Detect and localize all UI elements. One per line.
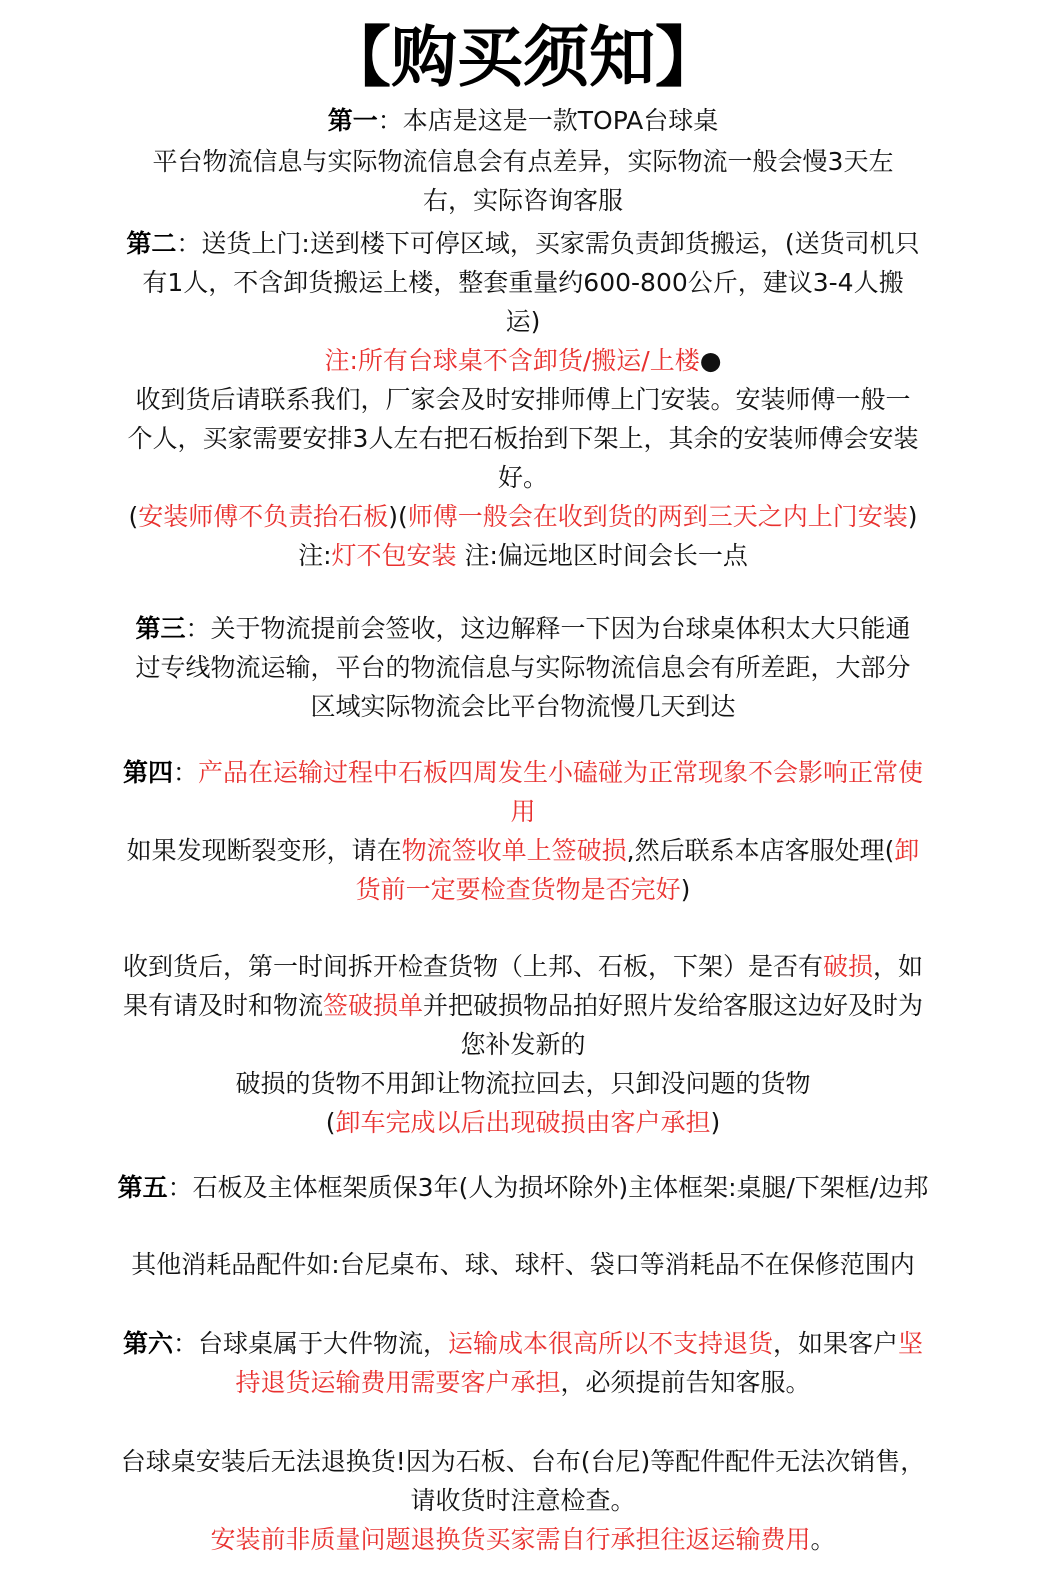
section-5-label: 第五 — [117, 1173, 168, 1202]
section-1-text-2: 平台物流信息与实际物流信息会有点差异，实际物流一般会慢3天左 — [152, 147, 894, 176]
section-4-text-3b: ,然后联系本店客服处理( — [626, 836, 895, 865]
check-text-3: 您补发新的 — [460, 1030, 586, 1059]
section-4-line-3 — [0, 832, 1046, 870]
section-6-text-1a: 台球桌属于大件物流， — [197, 1329, 448, 1358]
section-2-red-a: 安装师傅不负责抬石板 — [138, 502, 389, 531]
section-3-text-3: 区域实际物流会比平台物流慢几天到达 — [310, 692, 736, 721]
section-4-red-2: 用 — [510, 797, 536, 826]
check-line-2 — [0, 987, 1046, 1025]
section-1-text-1: 本店是这是一款TOPA台球桌 — [402, 106, 719, 135]
section-5-text-1: 石板及主体框架质保3年(人为损坏除外)主体框架:桌腿/下架框/边邦 — [192, 1173, 929, 1202]
section-2-install-text-2: 个人，买家需要安排3人左右把石板抬到下架上，其余的安装师傅会安装 — [127, 424, 919, 453]
section-2-text-1: 送货上门:送到楼下可停区域，买家需负责卸货搬运，(送货司机只 — [201, 229, 920, 258]
check-text-2b: 并把破损物品拍好照片发给客服这边好及时为 — [423, 991, 924, 1020]
section-2-note — [0, 342, 1046, 380]
bullet-dot-icon: ● — [699, 346, 722, 375]
section-2-note-red: 注:所有台球桌不含卸货/搬运/上楼 — [324, 346, 700, 375]
section-5-text-2: 其他消耗品配件如:台尼桌布、球、球杆、袋口等消耗品不在保修范围内 — [131, 1250, 915, 1279]
section-4-red-3: 物流签收单上签破损 — [401, 836, 627, 865]
section-2-install-text-1: 收到货后请联系我们，厂家会及时安排师傅上门安装。安装师傅一般一 — [135, 385, 911, 414]
section-1-colon: ： — [377, 106, 403, 135]
final-text-2: 请收货时注意检查。 — [410, 1486, 636, 1515]
section-1-label: 第一 — [327, 106, 378, 135]
paren: ) — [907, 502, 918, 531]
section-1-line-2 — [0, 143, 1046, 181]
section-3-colon: ： — [185, 614, 211, 643]
section-4-colon: ： — [172, 758, 198, 787]
paren: ( — [325, 1108, 336, 1137]
section-6-red-2: 持退货运输费用需要客户承担 — [235, 1368, 561, 1397]
paren: ) — [710, 1108, 721, 1137]
section-1-line-1 — [0, 102, 1046, 140]
section-2-install-text-3: 好。 — [497, 463, 548, 492]
final-red-3: 安装前非质量问题退换货买家需自行承担往返运输费用 — [210, 1525, 811, 1554]
section-2-install-1 — [0, 381, 1046, 419]
section-2-line-2 — [0, 264, 1046, 302]
check-red-1: 破损 — [822, 952, 873, 981]
section-6-line-2 — [0, 1364, 1046, 1402]
section-6-label: 第六 — [122, 1329, 173, 1358]
section-4-red-3b: 卸 — [894, 836, 920, 865]
section-4-line-1 — [0, 754, 1046, 792]
section-3-line-1 — [0, 610, 1046, 648]
section-6-red-1b: 坚 — [898, 1329, 924, 1358]
section-4-red-1: 产品在运输过程中石板四周发生小磕碰为正常现象不会影响正常使 — [198, 758, 924, 787]
section-4-red-4: 货前一定要检查货物是否完好 — [355, 875, 681, 904]
section-2-zhu — [0, 537, 1046, 575]
section-3-text-2: 过专线物流运输，平台的物流信息与实际物流信息会有所差距，大部分 — [135, 653, 911, 682]
check-text-1b: ，如 — [873, 952, 924, 981]
check-red-5: 卸车完成以后出现破损由客户承担 — [335, 1108, 711, 1137]
section-2-zhu-text: 注:偏远地区时间会长一点 — [456, 541, 748, 570]
final-text-1: 台球桌安装后无法退换货!因为石板、台布(台尼)等配件配件无法次销售， — [120, 1447, 926, 1476]
section-2-install-3 — [0, 459, 1046, 497]
section-6-text-1b: ，如果客户 — [773, 1329, 899, 1358]
section-1-line-3 — [0, 182, 1046, 220]
section-4-text-3a: 如果发现断裂变形，请在 — [126, 836, 402, 865]
section-4-line-4 — [0, 871, 1046, 909]
section-2-label: 第二 — [126, 229, 177, 258]
section-4-line-2 — [0, 793, 1046, 831]
check-line-4 — [0, 1065, 1046, 1103]
section-2-install-2 — [0, 420, 1046, 458]
check-line-3 — [0, 1026, 1046, 1064]
page-title: 【购买须知】 — [325, 19, 721, 96]
section-2-red-b: 师傅一般会在收到货的两到三天之内上门安装 — [407, 502, 908, 531]
section-1-text-3: 右，实际咨询客服 — [422, 186, 623, 215]
check-text-2a: 果有请及时和物流 — [122, 991, 323, 1020]
section-6-red-1: 运输成本很高所以不支持退货 — [448, 1329, 774, 1358]
final-line-3 — [0, 1521, 1046, 1559]
section-6-colon: ： — [172, 1329, 198, 1358]
section-5-line-1 — [0, 1169, 1046, 1207]
section-6-line-1 — [0, 1325, 1046, 1363]
final-text-3: 。 — [810, 1525, 836, 1554]
section-4-label: 第四 — [122, 758, 173, 787]
check-line-1 — [0, 948, 1046, 986]
check-red-2: 签破损单 — [322, 991, 423, 1020]
check-text-1a: 收到货后，第一时间拆开检查货物（上邦、石板，下架）是否有 — [122, 952, 823, 981]
paren: ( — [398, 502, 408, 531]
section-2-text-2: 有1人，不含卸货搬运上楼，整套重量约600-800公斤，建议3-4人搬 — [142, 268, 904, 297]
section-2-text-3: 运) — [505, 307, 541, 336]
check-text-4: 破损的货物不用卸让物流拉回去，只卸没问题的货物 — [235, 1069, 811, 1098]
section-3-line-2 — [0, 649, 1046, 687]
check-line-5 — [0, 1104, 1046, 1142]
section-3-label: 第三 — [135, 614, 186, 643]
section-4-text-4: ) — [680, 875, 691, 904]
section-3-text-1: 关于物流提前会签收，这边解释一下因为台球桌体积太大只能通 — [210, 614, 911, 643]
section-2-line-1 — [0, 225, 1046, 263]
section-2-zhu-label: 注: — [298, 541, 332, 570]
final-line-1 — [0, 1443, 1046, 1481]
section-2-colon: ： — [176, 229, 202, 258]
section-6-text-2: ，必须提前告知客服。 — [560, 1368, 811, 1397]
section-2-red-c: 灯不包安装 — [331, 541, 457, 570]
section-5-colon: ： — [167, 1173, 193, 1202]
section-5-line-2 — [0, 1246, 1046, 1284]
paren: ) — [388, 502, 398, 531]
final-line-2 — [0, 1482, 1046, 1520]
paren: ( — [128, 502, 139, 531]
section-2-line-3 — [0, 303, 1046, 341]
section-3-line-3 — [0, 688, 1046, 726]
section-2-red-notes — [0, 498, 1046, 536]
